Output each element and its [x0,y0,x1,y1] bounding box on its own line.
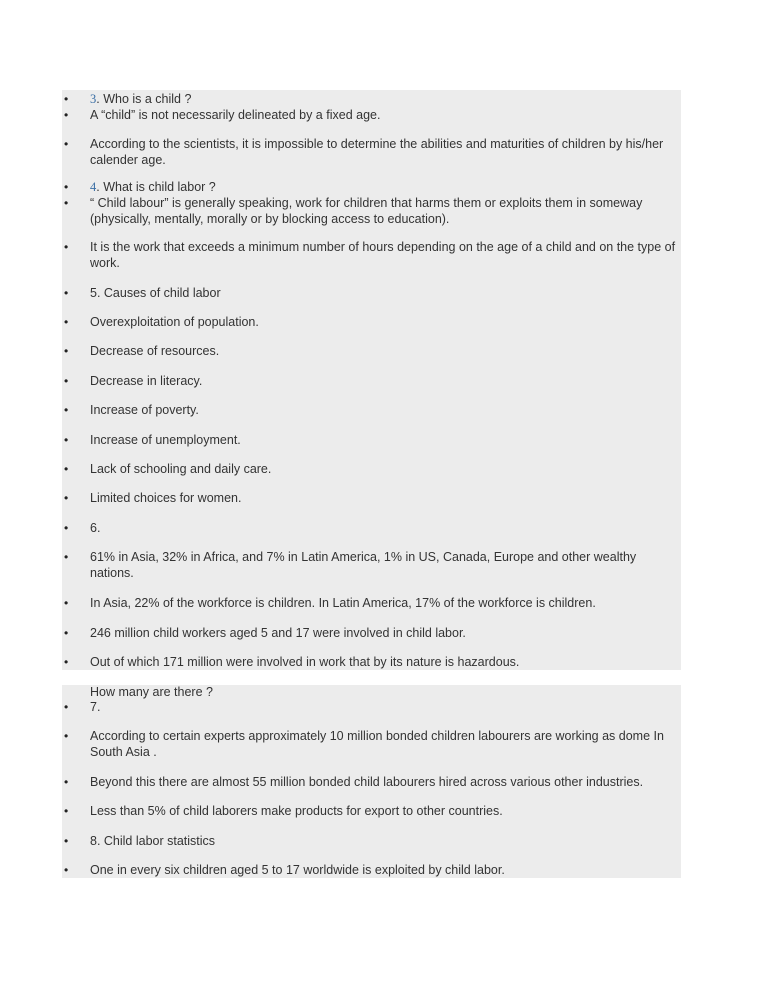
bullet: • [64,491,69,505]
item-text: 61% in Asia, 32% in Africa, and 7% in Latin America, 1% in US, Canada, Europe and other wealthy nations. [90,550,637,580]
bullet: • [64,729,69,743]
bullet: • [64,550,69,564]
section-heading: 8. Child labor statistics [90,834,216,848]
item-text: Decrease of resources. [90,344,220,358]
slide-3-title: . Who is a child ? [96,92,192,106]
item-text: Less than 5% of child laborers make products for export to other countries. [90,804,503,818]
bullet: • [64,137,69,151]
item-text: Limited choices for women. [90,491,242,505]
slide-number: 4 [90,180,97,194]
bullet: • [64,626,69,640]
bullet: • [64,804,69,818]
section-heading: How many are there ? [90,685,213,699]
slide-4-title: . What is child labor ? [96,180,216,194]
item-text: In Asia, 22% of the workforce is children. In Latin America, 17% of the workforce is children. [90,596,596,610]
item-text: Increase of unemployment. [90,433,241,447]
bullet: • [64,834,69,848]
bullet: • [64,344,69,358]
item-text: “ Child labour” is generally speaking, work for children that harms them or exploits them in someway (physically, mentally, morally or by blocking access to education). [90,196,643,226]
bullet: • [64,462,69,476]
item-text: A “child” is not necessarily delineated by a fixed age. [90,108,381,122]
bullet: • [64,180,69,194]
bullet: • [64,433,69,447]
bullet: • [64,286,69,300]
item-text: It is the work that exceeds a minimum number of hours depending on the age of a child and on the type of work. [90,240,676,270]
bullet: • [64,655,69,669]
bullet: • [64,92,69,106]
bullet: • [64,403,69,417]
bullet: • [64,521,69,535]
section-heading: 5. Causes of child labor [90,286,221,300]
slide-4-heading [90,180,678,196]
item-text: According to certain experts approximately 10 million bonded children labourers are working as dome In South Asia . [90,729,664,759]
slide-number: 3 [90,92,97,106]
item-text: 246 million child workers aged 5 and 17 were involved in child labor. [90,626,466,640]
item-text: One in every six children aged 5 to 17 worldwide is exploited by child labor. [90,863,505,877]
item-text: Beyond this there are almost 55 million bonded child labourers hired across various other industries. [90,775,644,789]
item-text: Lack of schooling and daily care. [90,462,272,476]
slide-3-heading [90,92,678,108]
item-text: Out of which 171 million were involved in work that by its nature is hazardous. [90,655,520,669]
item-text: Increase of poverty. [90,403,199,417]
bullet: • [64,863,69,877]
bullet: • [64,775,69,789]
bullet: • [64,196,69,210]
item-text: According to the scientists, it is impossible to determine the abilities and maturities of children by his/her calender age. [90,137,664,167]
item-text: Overexploitation of population. [90,315,259,329]
content-block-1 [62,90,681,670]
section-heading: 6. [90,521,101,535]
bullet: • [64,240,69,254]
bullet: • [64,315,69,329]
content-block-2 [62,685,681,878]
bullet: • [64,700,69,714]
item-text: Decrease in literacy. [90,374,203,388]
bullet: • [64,596,69,610]
section-heading: 7. [90,700,101,714]
bullet: • [64,108,69,122]
bullet: • [64,374,69,388]
